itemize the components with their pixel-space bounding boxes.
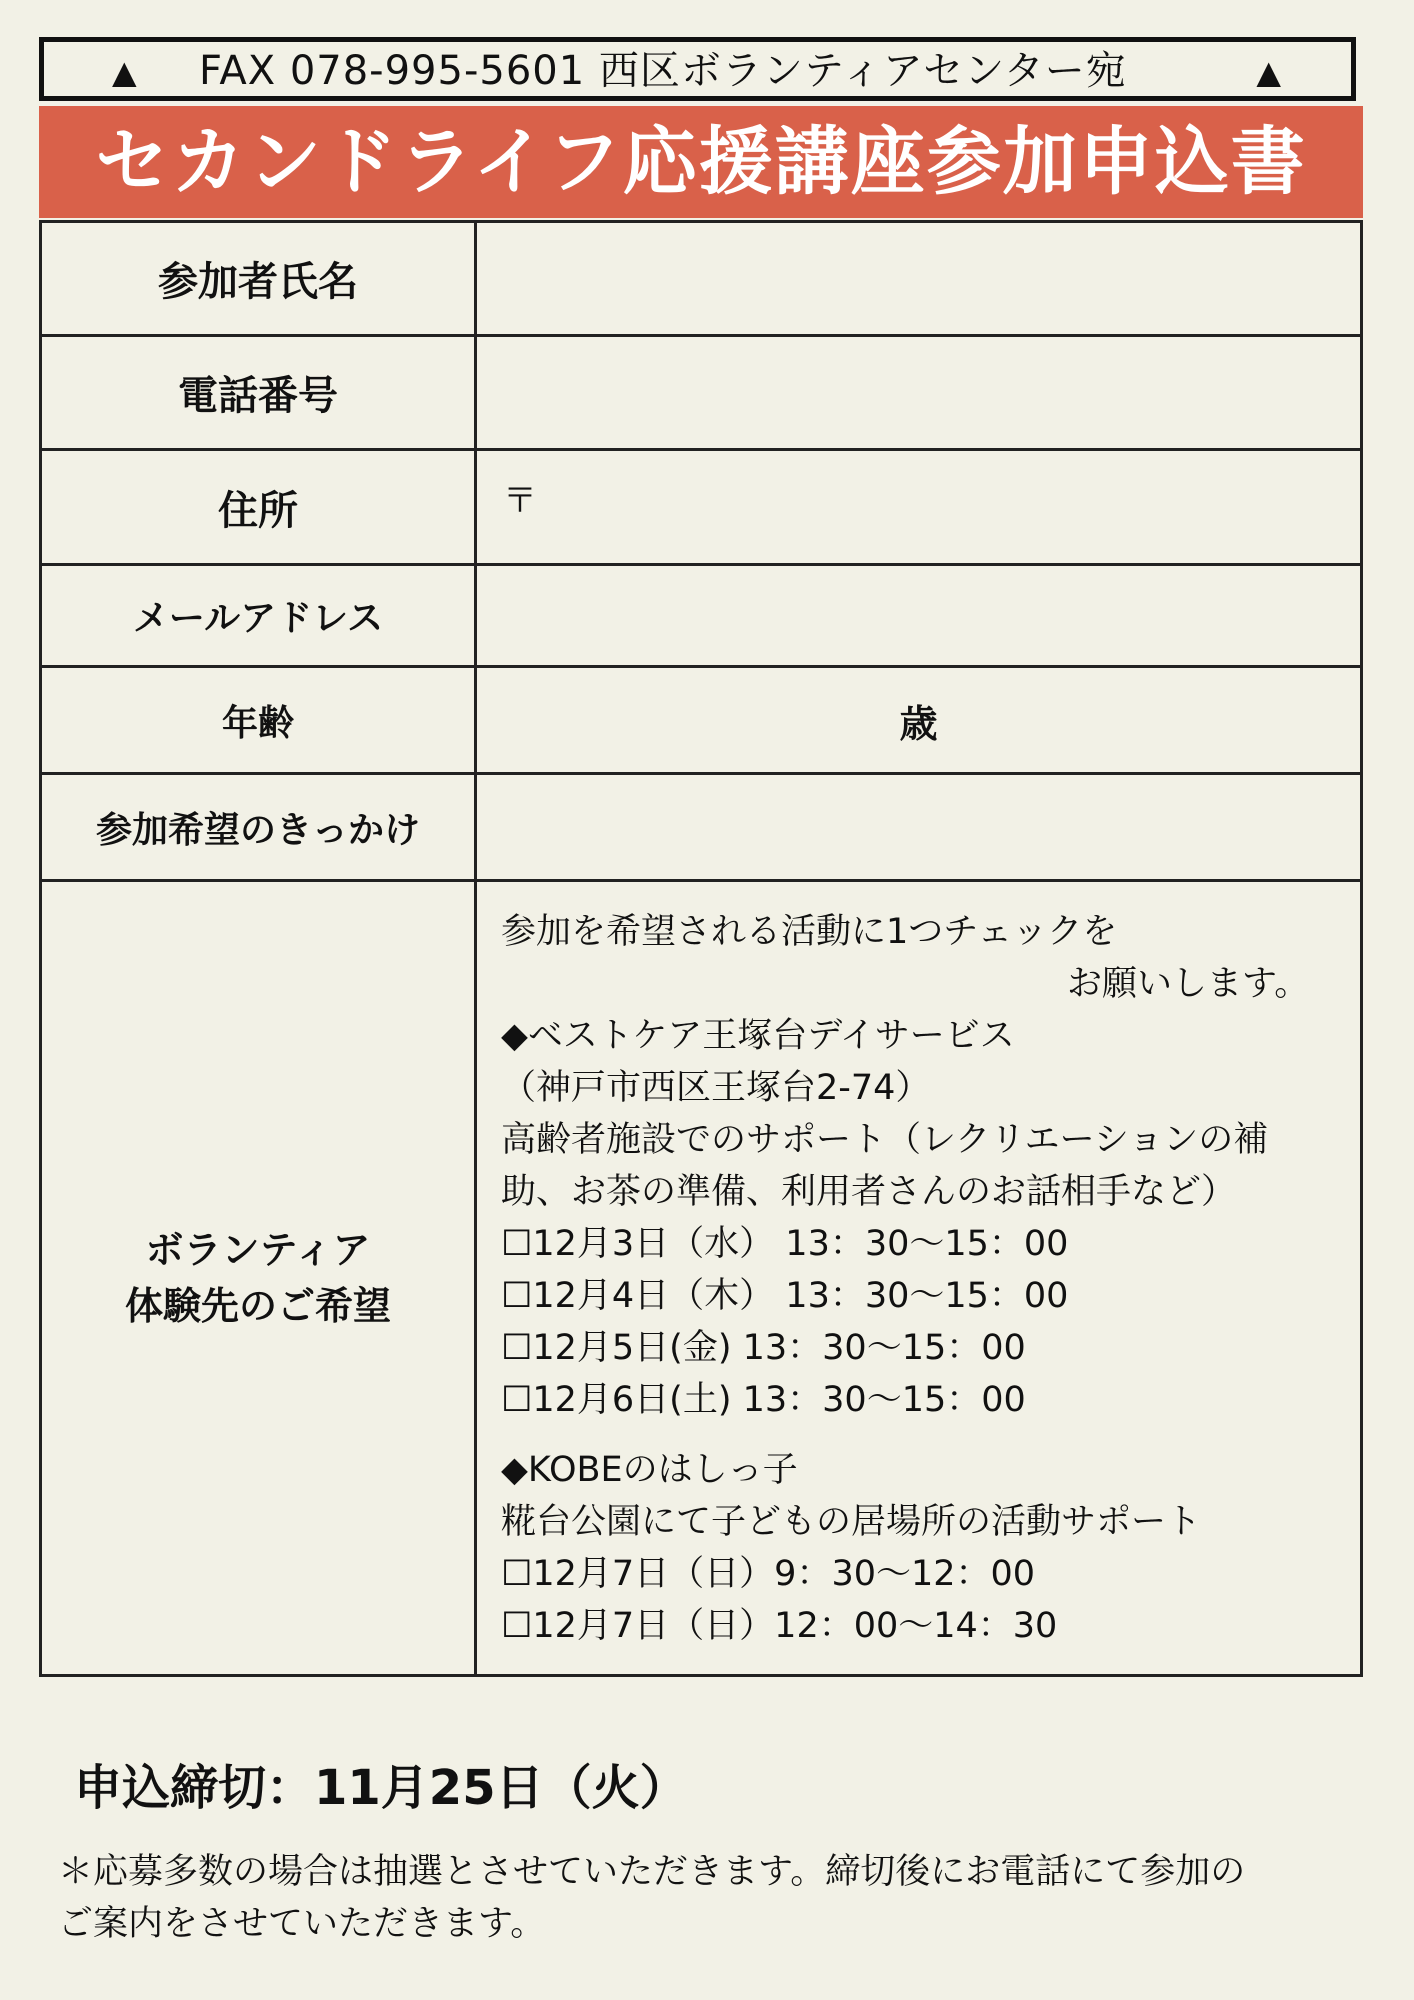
form-row-motivation	[41, 774, 1362, 881]
form-row-phone	[41, 336, 1362, 450]
email-field[interactable]	[476, 565, 1362, 667]
form-row-address	[41, 450, 1362, 565]
volunteer-label-line2: 体験先のご希望	[124, 1284, 391, 1328]
form-title: セカンドライフ応援講座参加申込書	[39, 106, 1363, 218]
motivation-field[interactable]	[476, 774, 1362, 881]
email-label: メールアドレス	[41, 565, 476, 667]
age-label: 年齢	[41, 667, 476, 774]
address-label: 住所	[41, 450, 476, 565]
fax-header-text: FAX 078-995-5601 西区ボランティアセンター宛	[199, 48, 1127, 94]
spacer	[501, 1426, 1340, 1444]
option1-date-checkbox[interactable]: ☐12月4日（木） 13：30〜15：00	[501, 1276, 1069, 1316]
option2-desc: 糀台公園にて子どもの居場所の活動サポート	[501, 1502, 1202, 1542]
option2-date-checkbox[interactable]: ☐12月7日（日）9：30〜12：00	[501, 1554, 1036, 1594]
form-row-email	[41, 565, 1362, 667]
note-line: ＊応募多数の場合は抽選とさせていただきます。締切後にお電話にて参加の	[58, 1852, 1246, 1892]
application-form-table	[39, 220, 1363, 1677]
volunteer-intro: 参加を希望される活動に1つチェックを	[501, 912, 1118, 952]
application-deadline: 申込締切：11月25日（火）	[74, 1760, 688, 1816]
age-unit: 歳	[899, 701, 938, 746]
option1-title: ◆ベストケア王塚台デイサービス	[501, 1016, 1015, 1056]
volunteer-label	[41, 881, 476, 1676]
note-line: ご案内をさせていただきます。	[58, 1904, 546, 1944]
phone-label: 電話番号	[41, 336, 476, 450]
fax-header-bar	[39, 37, 1356, 101]
option1-date-checkbox[interactable]: ☐12月5日(金) 13：30〜15：00	[501, 1328, 1026, 1368]
option1-desc-cont: 助、お茶の準備、利用者さんのお話相手など）	[501, 1172, 1237, 1212]
option1-date-checkbox[interactable]: ☐12月6日(土) 13：30〜15：00	[501, 1380, 1026, 1420]
volunteer-label-line1: ボランティア	[145, 1228, 371, 1272]
address-field[interactable]	[476, 450, 1362, 565]
volunteer-options	[476, 881, 1362, 1676]
form-row-age	[41, 667, 1362, 774]
form-row-volunteer	[41, 881, 1362, 1676]
lottery-note	[58, 1846, 1358, 1950]
motivation-label: 参加希望のきっかけ	[41, 774, 476, 881]
triangle-up-icon: ▲	[1256, 53, 1281, 91]
volunteer-intro-cont: お願いします。	[1067, 964, 1310, 1004]
form-row-name	[41, 222, 1362, 336]
age-field[interactable]	[476, 667, 1362, 774]
phone-field[interactable]	[476, 336, 1362, 450]
option1-date-checkbox[interactable]: ☐12月3日（水） 13：30〜15：00	[501, 1224, 1069, 1264]
triangle-up-icon: ▲	[112, 53, 137, 91]
name-label: 参加者氏名	[41, 222, 476, 336]
postal-mark: 〒	[503, 481, 537, 521]
option1-desc: 高齢者施設でのサポート（レクリエーションの補	[501, 1120, 1269, 1160]
option2-date-checkbox[interactable]: ☐12月7日（日）12：00〜14：30	[501, 1606, 1058, 1646]
option2-title: ◆KOBEのはしっ子	[501, 1450, 798, 1490]
option1-address: （神戸市西区王塚台2-74）	[501, 1068, 931, 1108]
name-field[interactable]	[476, 222, 1362, 336]
